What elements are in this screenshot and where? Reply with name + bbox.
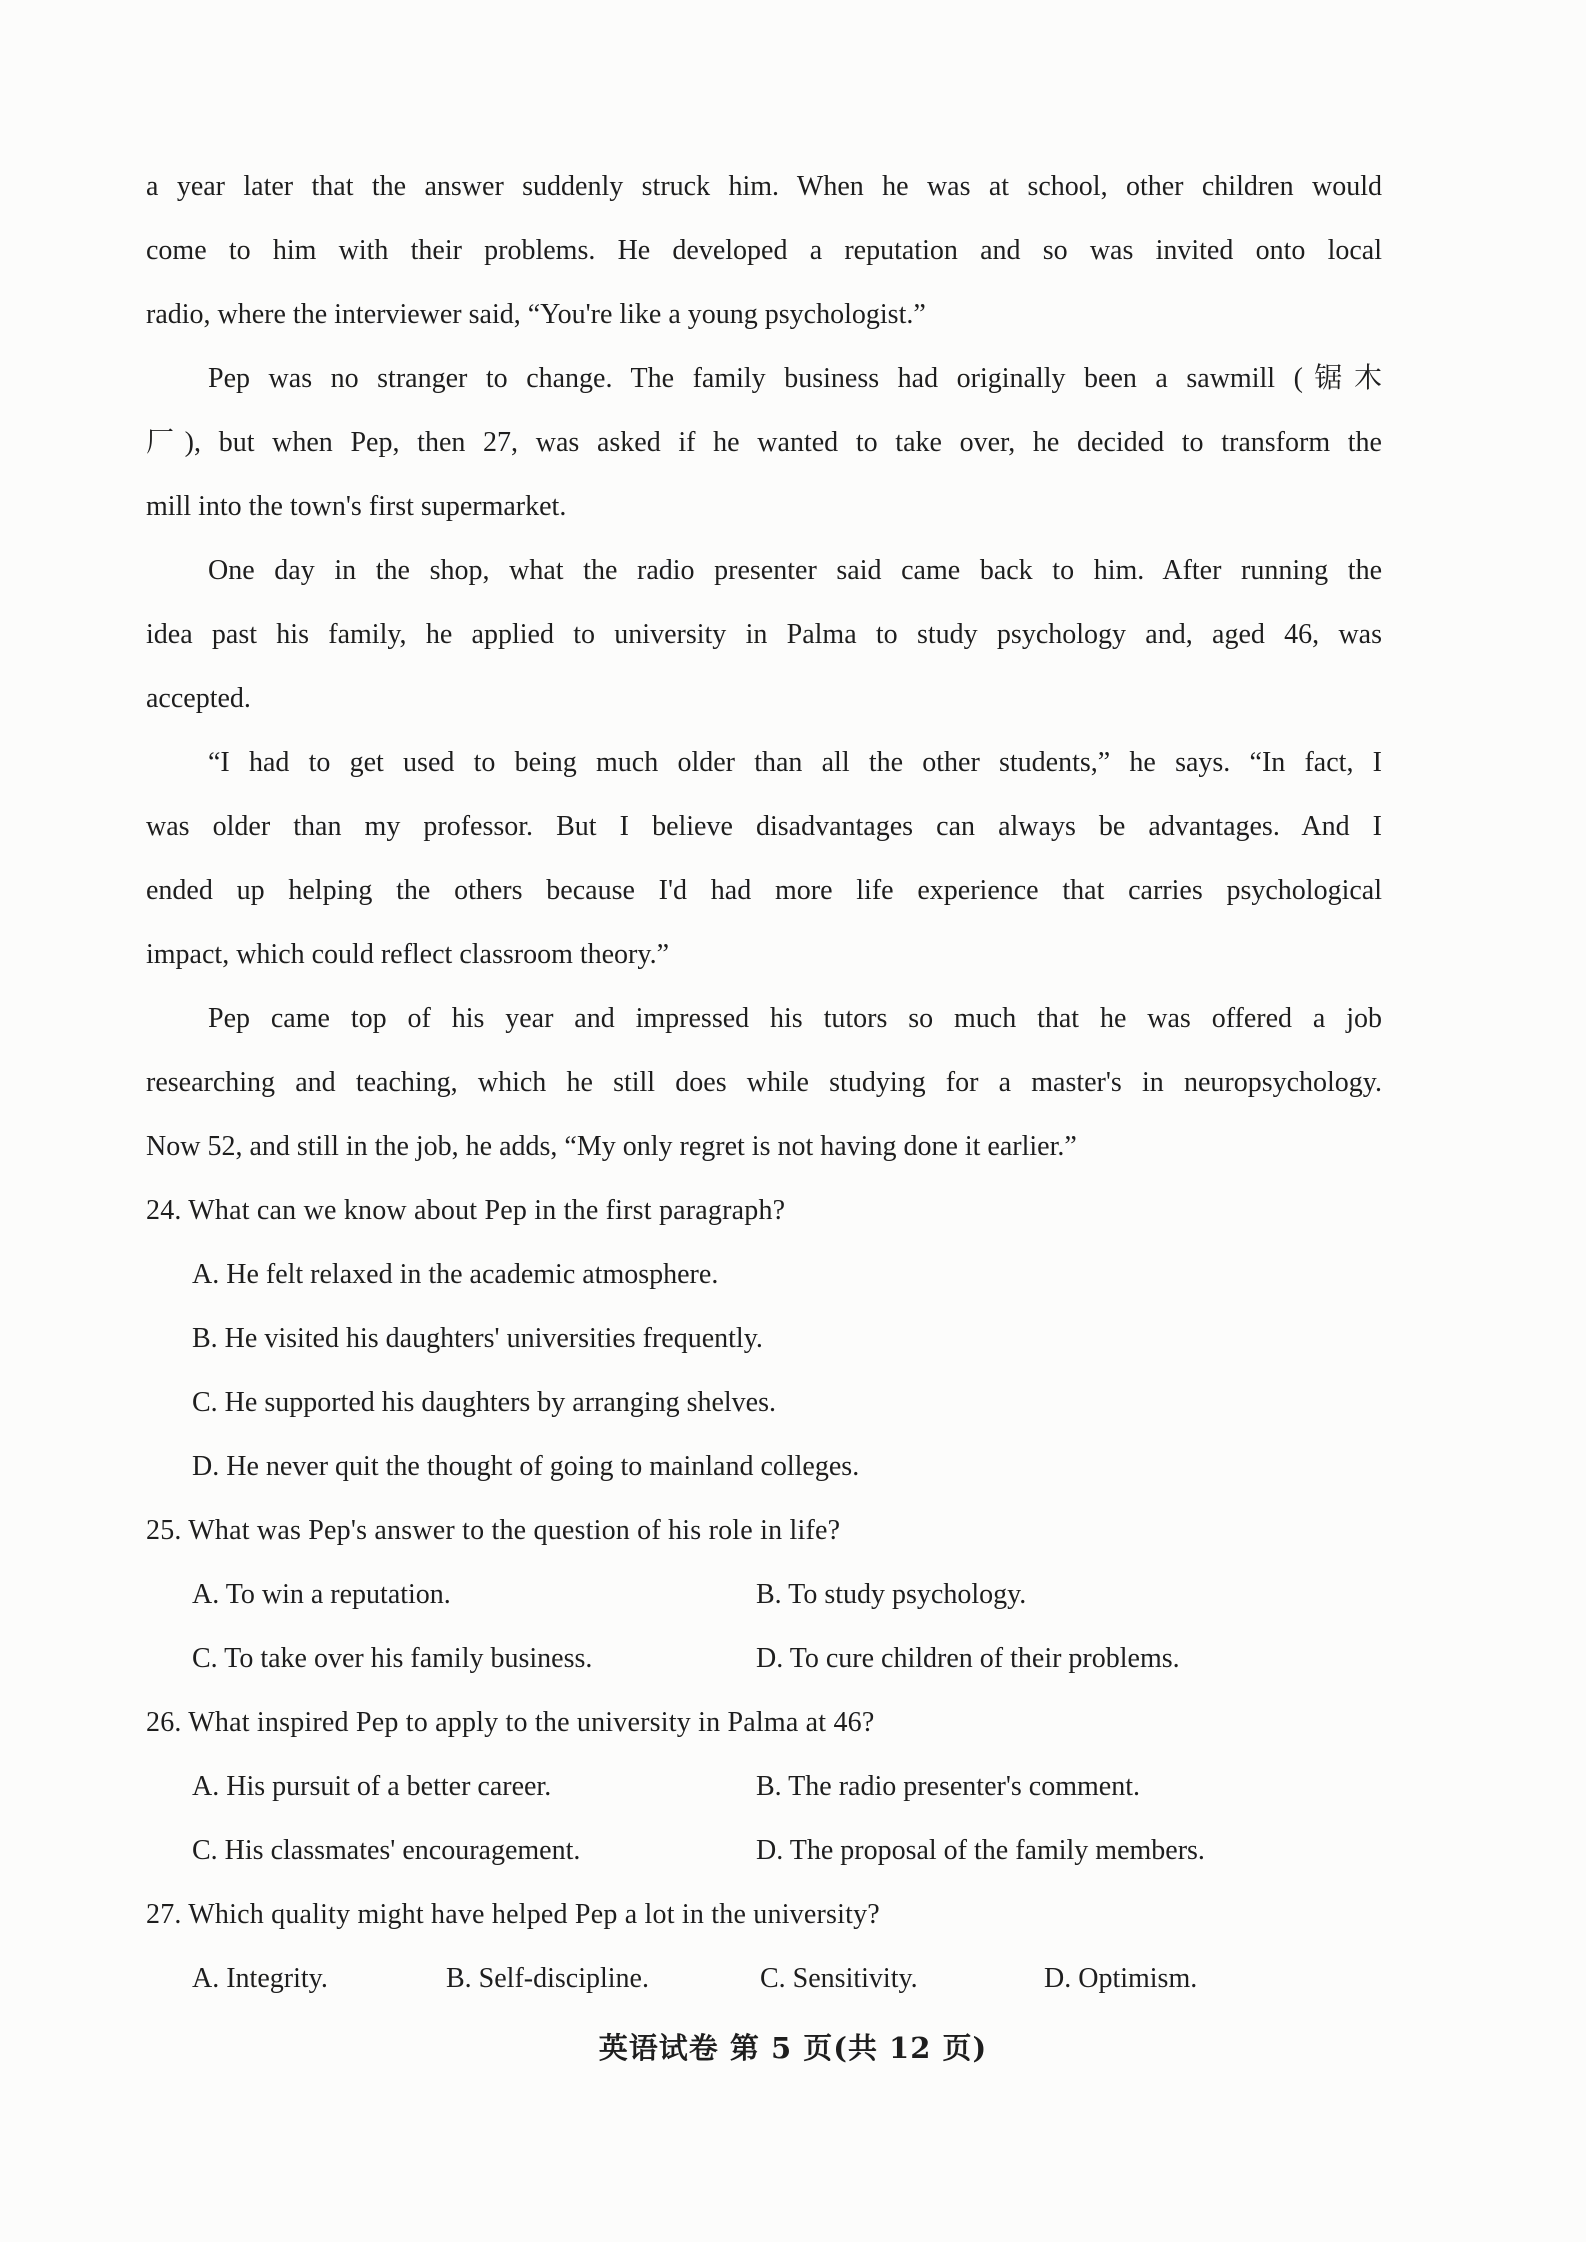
question-25-options-row-1 (146, 1563, 1382, 1627)
question-25-options-row-2 (146, 1627, 1382, 1691)
passage-line: Pep came top of his year and impressed his tutors so much that he was offered a job (208, 1003, 1382, 1034)
passage-line: Now 52, and still in the job, he adds, “My only regret is not having done it earlier.” (146, 1131, 1077, 1162)
question-27-option-b: B. Self-discipline. (446, 1963, 649, 1994)
question-26-options-row-2 (146, 1819, 1382, 1883)
question-27-stem: 27. Which quality might have helped Pep a lot in the university? (146, 1899, 880, 1930)
passage-line: idea past his family, he applied to university in Palma to study psychology and, aged 46, was (146, 619, 1382, 650)
question-24-stem: 24. What can we know about Pep in the first paragraph? (146, 1195, 786, 1226)
question-24-option-b: B. He visited his daughters' universities frequently. (192, 1323, 763, 1354)
question-27-option-c: C. Sensitivity. (760, 1963, 918, 1994)
question-25-option-a: A. To win a reputation. (192, 1579, 451, 1610)
question-27-option-d: D. Optimism. (1044, 1963, 1198, 1994)
passage-line: researching and teaching, which he still does while studying for a master's in neuropsychology. (146, 1067, 1382, 1098)
passage-line: Pep was no stranger to change. The family business had originally been a sawmill (锯木 (208, 363, 1382, 394)
question-25-option-c: C. To take over his family business. (192, 1643, 593, 1674)
page-footer: 英语试卷 第 5 页(共 12 页) (598, 2031, 988, 2065)
question-26-stem: 26. What inspired Pep to apply to the university in Palma at 46? (146, 1707, 875, 1738)
passage-line: impact, which could reflect classroom theory.” (146, 939, 669, 970)
passage-line: radio, where the interviewer said, “You're like a young psychologist.” (146, 299, 926, 330)
passage-line: come to him with their problems. He developed a reputation and so was invited onto local (146, 235, 1382, 266)
page-content (146, 155, 1382, 2011)
question-26-option-a: A. His pursuit of a better career. (192, 1771, 552, 1802)
question-26-option-d: D. The proposal of the family members. (756, 1835, 1205, 1866)
question-27-option-a: A. Integrity. (192, 1963, 328, 1994)
question-24-option-c: C. He supported his daughters by arranging shelves. (192, 1387, 776, 1418)
passage-line: One day in the shop, what the radio presenter said came back to him. After running the (208, 555, 1382, 586)
passage-line: mill into the town's first supermarket. (146, 491, 567, 522)
question-24-option-d: D. He never quit the thought of going to mainland colleges. (192, 1451, 860, 1482)
question-26-option-c: C. His classmates' encouragement. (192, 1835, 581, 1866)
passage-line: was older than my professor. But I believe disadvantages can always be advantages. And I (146, 811, 1382, 842)
passage-line: a year later that the answer suddenly struck him. When he was at school, other children would (146, 171, 1382, 202)
passage-line: ended up helping the others because I'd had more life experience that carries psychological (146, 875, 1382, 906)
passage-line: “I had to get used to being much older than all the other students,” he says. “In fact, I (208, 747, 1382, 778)
question-27-options-row (146, 1947, 1382, 2011)
question-25-option-b: B. To study psychology. (756, 1579, 1027, 1610)
passage-line: 厂), but when Pep, then 27, was asked if he wanted to take over, he decided to transform the (146, 427, 1382, 458)
question-25-option-d: D. To cure children of their problems. (756, 1643, 1180, 1674)
passage-line: accepted. (146, 683, 251, 714)
question-26-option-b: B. The radio presenter's comment. (756, 1771, 1140, 1802)
question-24-option-a: A. He felt relaxed in the academic atmosphere. (192, 1259, 719, 1290)
question-26-options-row-1 (146, 1755, 1382, 1819)
question-25-stem: 25. What was Pep's answer to the question of his role in life? (146, 1515, 841, 1546)
